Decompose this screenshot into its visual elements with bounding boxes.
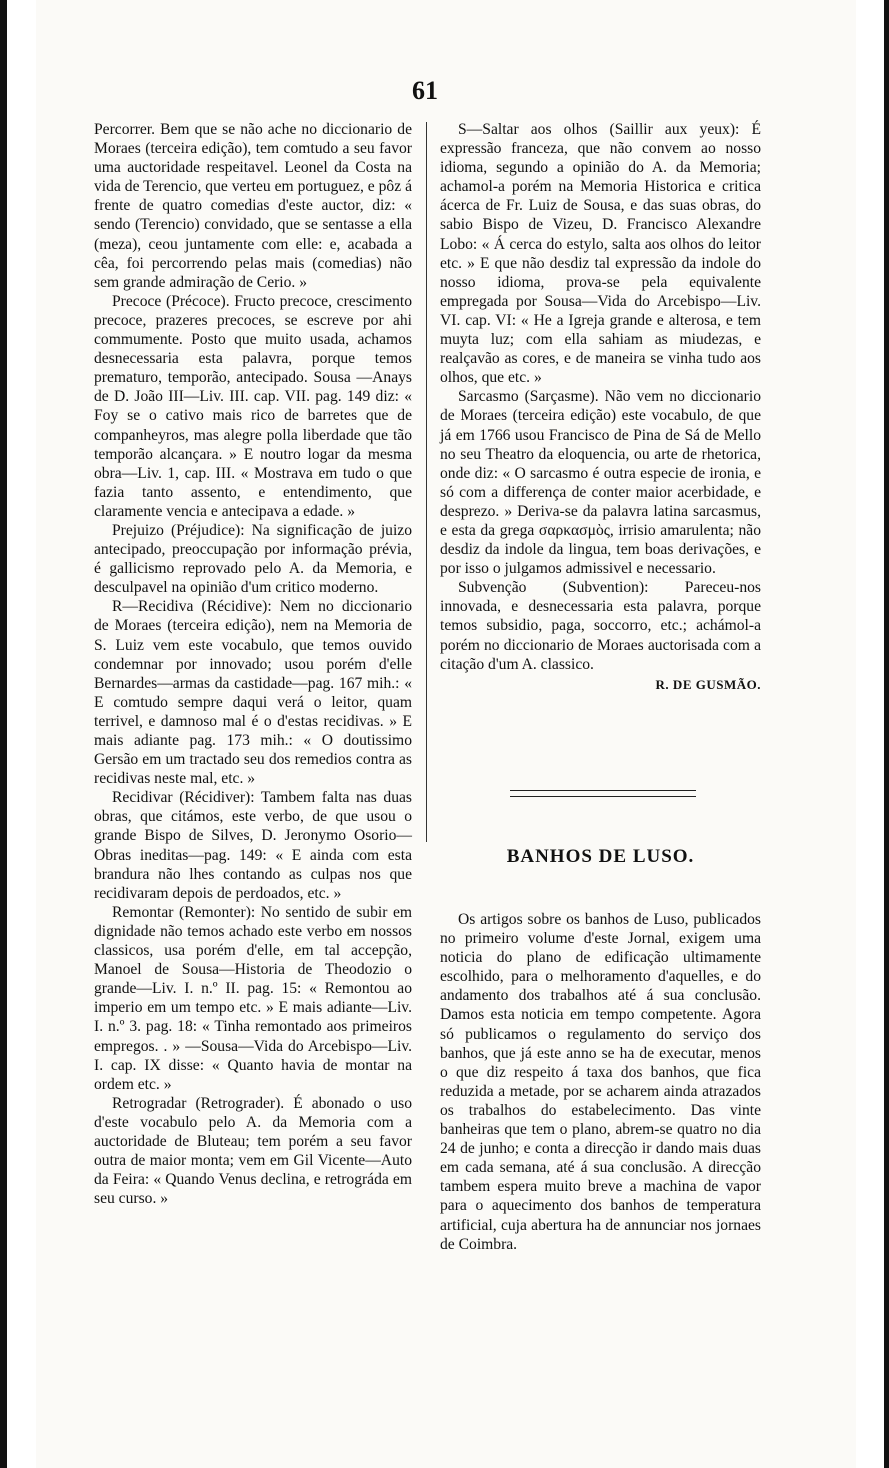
entry-percorrer: Percorrer. Bem que se não ache no diccionario de Moraes (terceira edição), tem comtudo a seu favor uma auctoridade respeitavel. Leonel da Costa na vida de Terencio, que verteu em portuguez, e pôz á frente de quatro comedias d'este auctor, diz: « sendo (Terencio) convidado, que se sentasse a ella (meza), ceou juntamente com elle: e, acabada a cêa, foi percorrendo pelas mais (comedias) não sem grande admiração de Cerio. » bbox=[94, 121, 412, 291]
right-column bbox=[440, 120, 761, 694]
page-number: 61 bbox=[412, 76, 438, 105]
entry-remontar: Remontar (Remonter): No sentido de subir em dignidade não temos achado este verbo em nossos classicos, usa porém d'elle, em tal accepção, Manoel de Sousa—Historia de Theodozio o grande—Liv. I. n.º II. pag. 15: « Remontou ao imperio em um tempo etc. » E mais adiante—Liv. I. n.º 3. pag. 18: « Tinha remontado aos primeiros empregos. . » —Sousa—Vida do Arcebispo—Liv. I. cap. IX disse: « Quanto havia de montar na ordem etc. » bbox=[94, 903, 412, 1093]
section-paragraph: Os artigos sobre os banhos de Luso, publicados no primeiro volume d'este Jornal, exigem uma noticia do plano de edificação ultimamente escolhido, para o melhoramento d'aquelles, e do andamento dos trabalhos até á sua conclusão. Damos esta noticia em tempo competente. Agora só publicamos o regulamento do serviço dos banhos, que já este anno se ha de executar, menos o que diz respeito á taxa dos banhos, que fica reduzida a metade, por se acharem ainda atrazados os trabalhos do estabelecimento. Das vinte banheiras que tem o plano, abrem-se quatro no dia 24 de junho; e conta a direcção ir dando mais duas em cada semana, até á sua conclusão. A direcção tambem espera muito breve a machina de vapor para o aquecimento dos banhos de temperatura artificial, cuja abertura ha de annunciar nos jornaes de Coimbra. bbox=[440, 911, 761, 1253]
entry-prejuizo: Prejuizo (Préjudice): Na significação de juizo antecipado, preoccupação por informação prévia, é gallicismo reprovado pelo A. da Memoria, e desculpavel na opinião d'um critico moderno. bbox=[94, 521, 412, 597]
entry-precoce: Precoce (Précoce). Fructo precoce, crescimento precoce, prazeres precoces, se escreve por ahi commumente. Posto que muito usada, achamos desnecessaria esta palavra, porque temos prematuro, temporão, antecipado. Sousa —Anays de D. João III—Liv. III. cap. VII. pag. 149 diz: « Foy se o cativo mais rico de barretes que de companheyros, mas alegre polla liberdade que tão temporão alcançara. » E noutro logar da mesma obra—Liv. 1, cap. III. « Mostrava em tudo o que fazia tanto assento, e entendimento, que claramente vencia e antecipava a edade. » bbox=[94, 292, 412, 520]
entry-saltar: S—Saltar aos olhos (Saillir aux yeux): É expressão franceza, que não convem ao nosso idioma, segundo a opinião do A. da Memoria; achamol-a porém na Memoria Historica e critica ácerca de Fr. Luiz de Sousa, e das suas obras, do sabio Bispo de Vizeu, D. Francisco Alexandre Lobo: « Á cerca do estylo, salta aos olhos do leitor etc. » E que não desdiz tal expressão da indole do nosso idioma, prova-se pela equivalente empregada por Sousa—Vida do Arcebispo—Liv. VI. cap. VI: « He a Igreja grande e alterosa, e tem muyta luz; com ella sahiam as miudezas, e realçavão as cores, e de maneira se vinha tudo aos olhos, que etc. » bbox=[440, 121, 761, 387]
scan-edge-right bbox=[884, 0, 889, 1468]
entry-recidiva: R—Recidiva (Récidive): Nem no diccionario de Moraes (terceira edição), nem na Memoria de S. Luiz vem este vocabulo, que temos ouvido condemnar por innovado; usou porém d'elle Bernardes—armas da castidade—pag. 167 mih.: « E comtudo sempre daqui verá o leitor, quam terrivel, e damnoso mal é o d'estas recidivas. » E mais adiante pag. 173 mih.: « O doutissimo Gersão em um tractado seu dos remedios contra as recidivas neste mal, etc. » bbox=[94, 598, 412, 788]
section-title: BANHOS DE LUSO. bbox=[506, 846, 695, 867]
entry-retrogradar: Retrogradar (Retrograder). É abonado o uso d'este vocabulo pelo A. da Memoria com a auctoridade de Bluteau; tem porém a seu favor outra de maior monta; vem em Gil Vicente—Auto da Feira: « Quando Venus declina, e retrográda em seu curso. » bbox=[94, 1094, 412, 1208]
entry-sarcasmo: Sarcasmo (Sarçasme). Não vem no diccionario de Moraes (terceira edição) este vocabulo, de que já em 1766 usou Francisco de Pina de Sá de Mello no seu Theatro da eloquencia, ou arte de rhetorica, onde diz: « O sarcasmo é outra especie de ironia, e só com a differença de conter maior acerbidade, e desprezo. » Deriva-se da palavra latina sarcasmus, e esta da grega σαρκασμὸς, irrisio amarulenta; não desdiz da indole da lingua, tem boas derivações, e por isso o julgamos admissivel e necessario. bbox=[440, 388, 761, 578]
left-column bbox=[94, 120, 412, 1208]
scan-edge-left bbox=[0, 0, 7, 1468]
section-body bbox=[440, 910, 761, 1254]
entry-subvencao: Subvenção (Subvention): Pareceu-nos innovada, e desnecessaria esta palavra, porque temos subsidio, paga, soccorro, etc.; achámol-a porém no diccionario de Moraes auctorisada com a citação d'um A. classico. bbox=[440, 579, 761, 673]
author-signature: R. DE GUSMÃO. bbox=[655, 676, 761, 692]
entry-recidivar: Recidivar (Récidiver): Tambem falta nas duas obras, que citámos, este verbo, de que usou o grande Bispo de Silves, D. Jeronymo Osorio—Obras ineditas—pag. 149: « E ainda com esta brandura não lhes contando as culpas nos que recidivaram depois de perdoados, etc. » bbox=[94, 789, 412, 902]
column-divider bbox=[426, 122, 427, 842]
section-separator bbox=[510, 790, 696, 797]
